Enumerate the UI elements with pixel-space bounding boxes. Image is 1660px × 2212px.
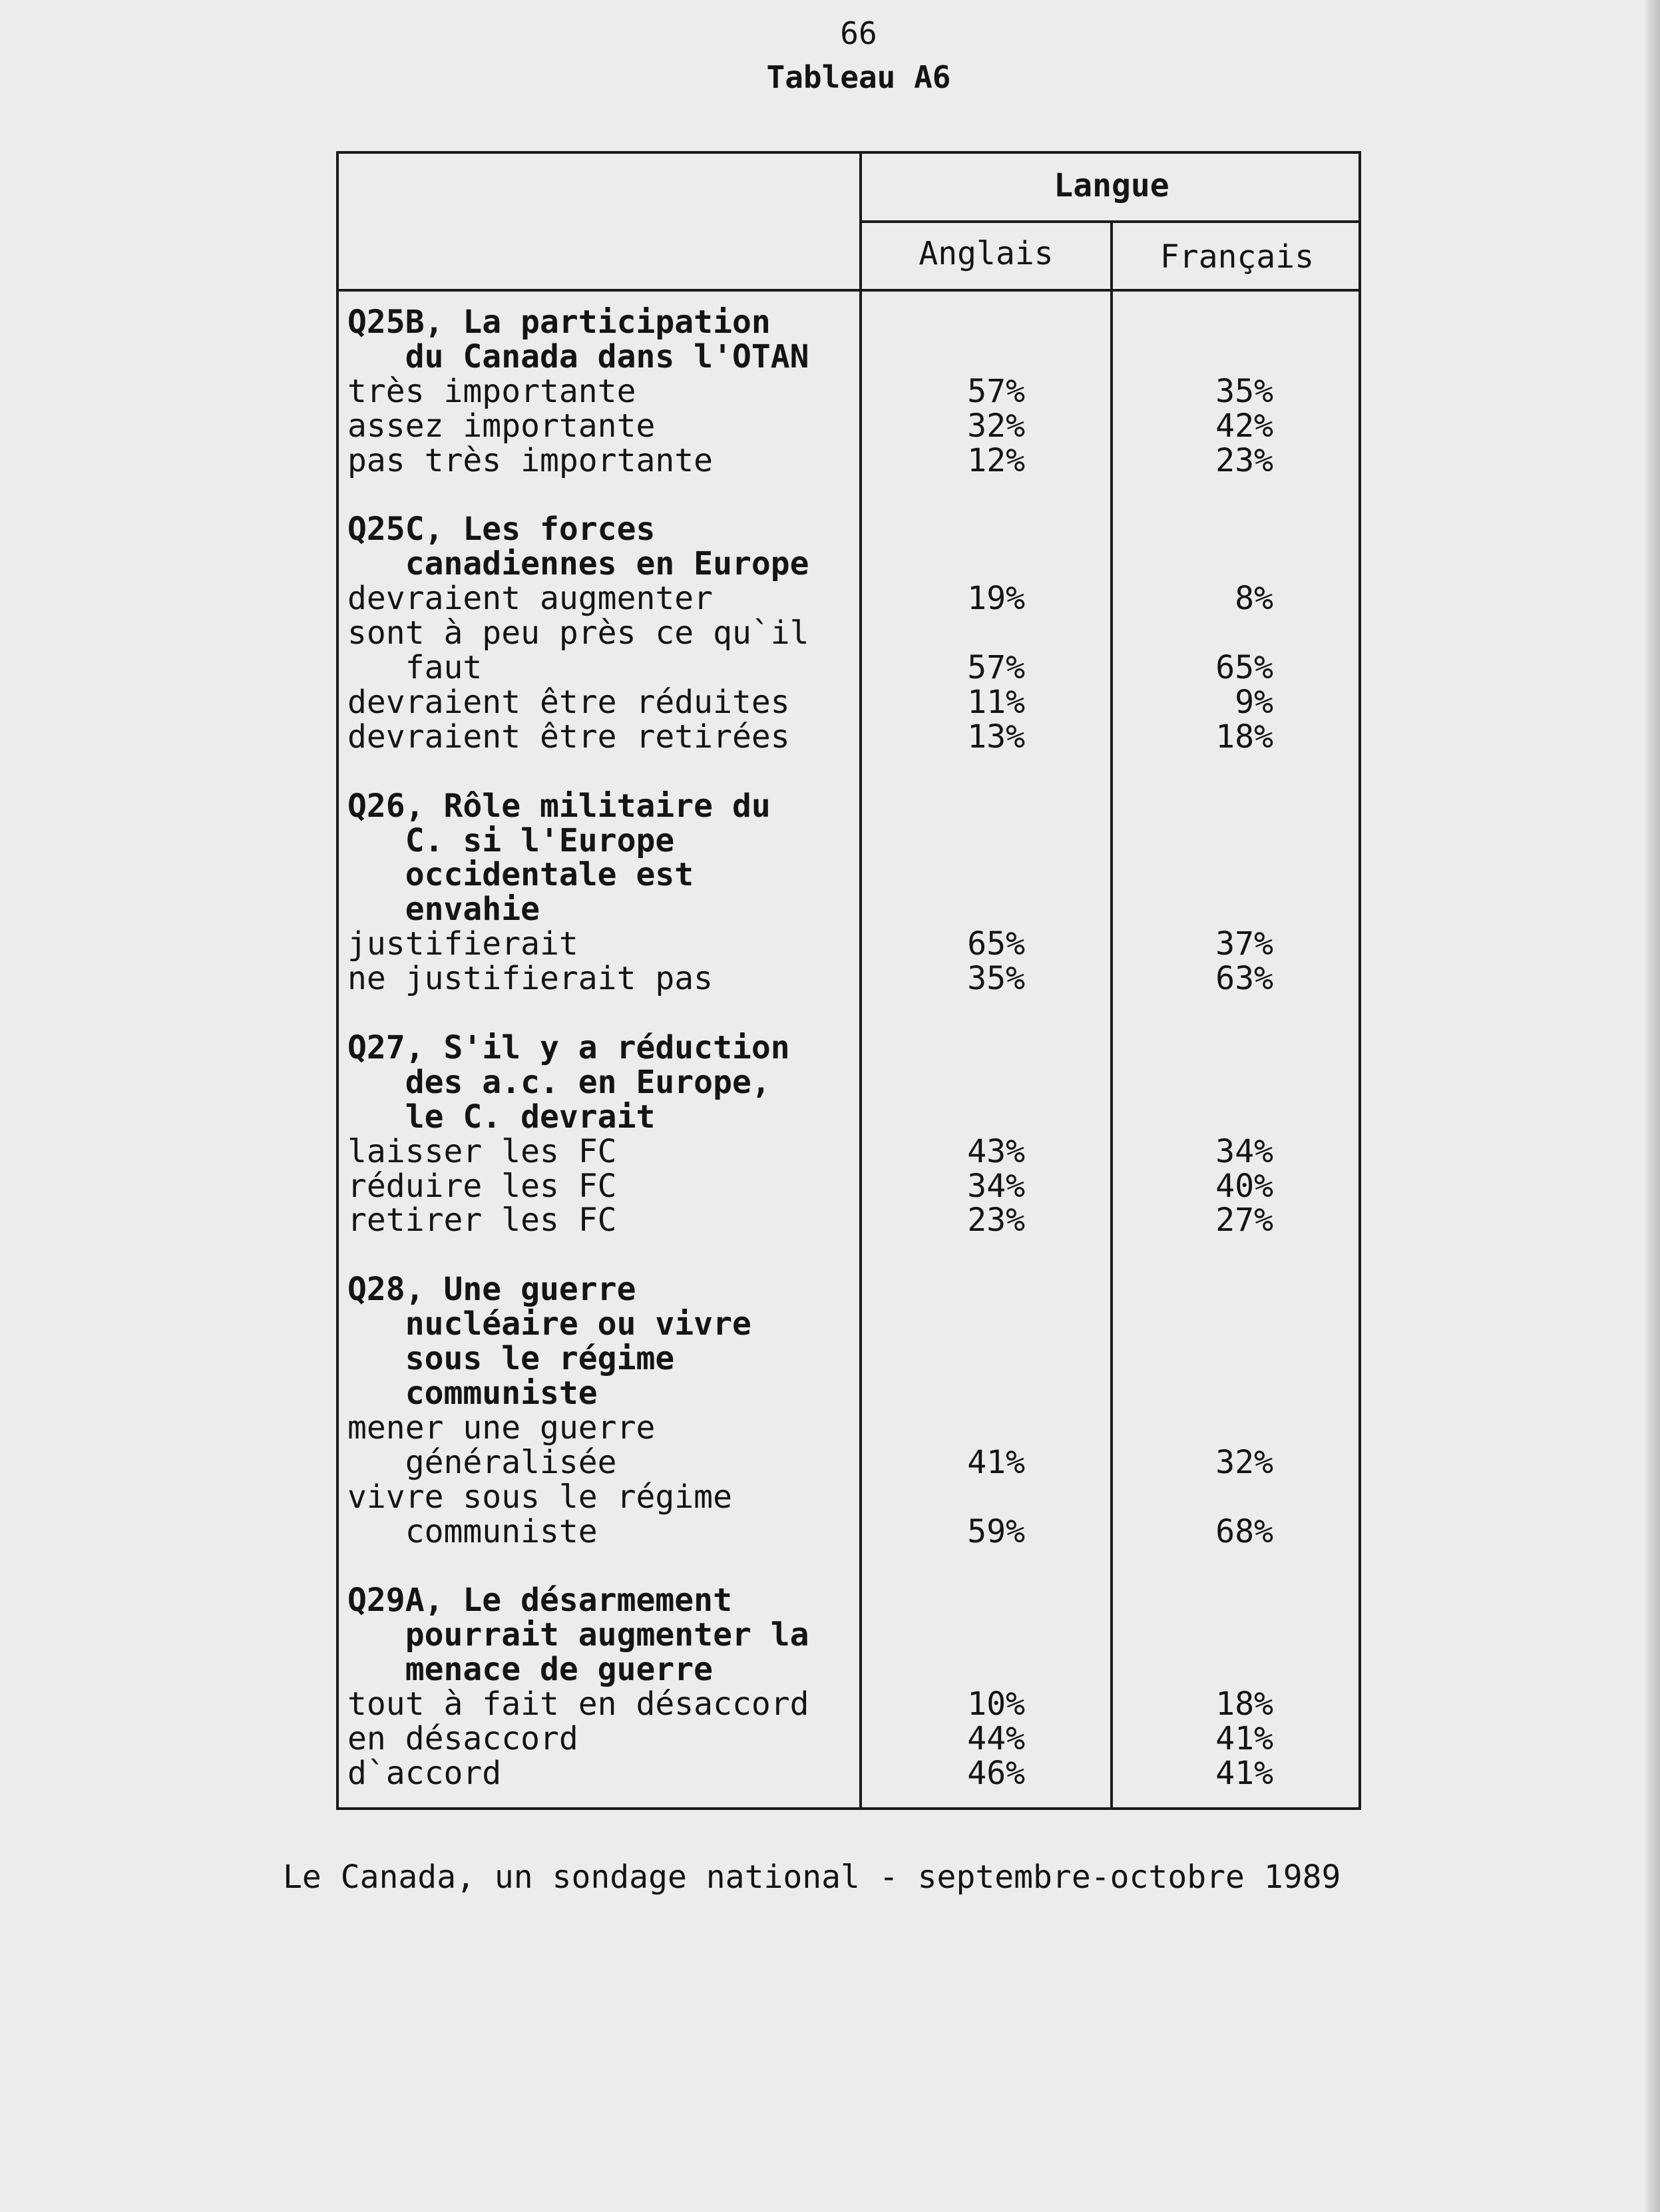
scan-edge-shadow [1645,0,1660,2212]
value-francais: 37% [1215,925,1273,963]
value-anglais: 59% [967,1513,1025,1550]
row-label: devraient être réduites [347,684,790,721]
value-francais: 63% [1215,960,1273,997]
section-heading: C. si l'Europe [347,822,675,859]
section-heading: des a.c. en Europe, [347,1064,771,1101]
value-francais: 42% [1215,407,1273,445]
section-heading: du Canada dans l'OTAN [347,338,809,375]
value-anglais: 65% [967,925,1025,963]
section-heading: pourrait augmenter la [347,1616,809,1654]
value-anglais: 19% [967,580,1025,617]
value-francais: 9% [1235,684,1273,721]
value-francais: 8% [1235,580,1273,617]
row-label: pas très importante [347,442,714,479]
row-label: vivre sous le régime [347,1478,732,1516]
page-number: 66 [840,15,877,51]
row-label: d`accord [347,1755,502,1792]
row-label: retirer les FC [347,1202,617,1239]
section-heading: sous le régime [347,1340,675,1377]
value-francais: 32% [1215,1444,1273,1481]
value-anglais: 57% [967,373,1025,410]
header-rule-bottom [336,289,1361,292]
table-title: Tableau A6 [766,59,951,95]
section-heading: Q25C, Les forces [347,511,656,548]
header-langue: Langue [1054,167,1169,204]
row-label: justifierait [347,925,578,963]
section-heading: menace de guerre [347,1651,714,1688]
row-label: devraient être retirées [347,718,790,756]
row-label: en désaccord [347,1720,578,1757]
row-label: mener une guerre [347,1409,656,1446]
table-footer-source: Le Canada, un sondage national - septembre-octobre 1989 [283,1859,1341,1896]
value-anglais: 43% [967,1133,1025,1170]
value-francais: 18% [1215,718,1273,756]
section-heading: Q27, S'il y a réduction [347,1029,790,1066]
section-heading: communiste [347,1375,598,1412]
section-heading: canadiennes en Europe [347,545,809,582]
header-anglais: Anglais [919,235,1054,272]
value-francais: 41% [1215,1720,1273,1757]
section-heading: Q29A, Le désarmement [347,1582,732,1619]
row-label: assez importante [347,407,656,445]
section-heading: Q26, Rôle militaire du [347,787,771,825]
value-francais: 35% [1215,373,1273,410]
row-label: ne justifierait pas [347,960,714,997]
section-heading: occidentale est [347,856,694,893]
value-francais: 40% [1215,1168,1273,1205]
value-anglais: 12% [967,442,1025,479]
row-label: réduire les FC [347,1168,617,1205]
section-heading: Q25B, La participation [347,304,771,341]
section-heading: Q28, Une guerre [347,1271,636,1308]
value-francais: 41% [1215,1755,1273,1792]
value-anglais: 41% [967,1444,1025,1481]
value-francais: 68% [1215,1513,1273,1550]
section-heading: nucléaire ou vivre [347,1305,751,1343]
section-heading: le C. devrait [347,1098,656,1136]
value-anglais: 57% [967,649,1025,686]
value-anglais: 35% [967,960,1025,997]
row-label: devraient augmenter [347,580,714,617]
row-label: laisser les FC [347,1133,617,1170]
value-anglais: 44% [967,1720,1025,1757]
value-anglais: 23% [967,1202,1025,1239]
row-label: sont à peu près ce qu`il [347,614,809,652]
value-francais: 65% [1215,649,1273,686]
column-divider-lang [1110,220,1113,1810]
row-label: faut [347,649,483,686]
value-anglais: 32% [967,407,1025,445]
value-francais: 27% [1215,1202,1273,1239]
row-label: généralisée [347,1444,617,1481]
value-francais: 34% [1215,1133,1273,1170]
section-heading: envahie [347,891,540,928]
row-label: communiste [347,1513,598,1550]
row-label: tout à fait en désaccord [347,1685,809,1723]
value-anglais: 13% [967,718,1025,756]
column-divider-label [859,151,862,1810]
row-label: très importante [347,373,636,410]
value-anglais: 10% [967,1685,1025,1723]
header-francais: Français [1159,238,1315,276]
header-rule-group [859,220,1361,223]
value-anglais: 34% [967,1168,1025,1205]
value-anglais: 46% [967,1755,1025,1792]
value-anglais: 11% [967,684,1025,721]
value-francais: 23% [1215,442,1273,479]
value-francais: 18% [1215,1685,1273,1723]
